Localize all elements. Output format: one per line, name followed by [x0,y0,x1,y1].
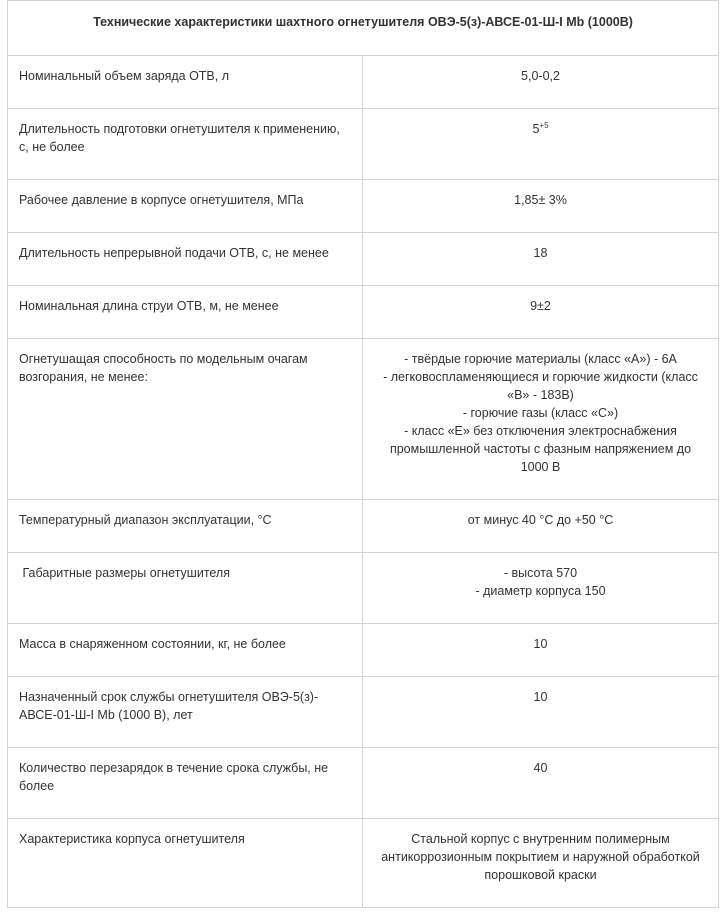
row-value-service-life: 10 [363,677,719,748]
row-value-charge-volume: 5,0-0,2 [363,56,719,109]
table-header-row [8,1,719,56]
preparation-time-value: 5 [532,122,540,136]
row-name-body-characteristics: Характеристика корпуса огнетушителя [8,819,363,908]
row-value-jet-length: 9±2 [363,286,719,339]
row-name-service-life: Назначенный срок службы огнетушителя ОВЭ-5(з)-АВСЕ-01-Ш-I Mb (1000 В), лет [8,677,363,748]
spec-table [7,0,719,908]
row-value-recharge-count: 40 [363,748,719,819]
table-title-text: Технические характеристики шахтного огнетушителя ОВЭ-5(з)-АВСЕ-01-Ш-I Mb (1000В) [93,15,633,29]
dimension-line: - высота 570 [503,566,578,580]
row-name-supply-duration: Длительность непрерывной подачи ОТВ, с, не менее [8,233,363,286]
row-value-mass: 10 [363,624,719,677]
table-row [8,56,719,109]
row-name-extinguishing-capacity: Огнетушащая способность по модельным очагам возгорания, не менее: [8,339,363,500]
table-row [8,553,719,624]
capacity-line: - легковоспламеняющиеся и горючие жидкости (класс «В» - 183В) [383,370,698,402]
row-value-supply-duration: 18 [363,233,719,286]
table-title [8,1,719,56]
table-row [8,624,719,677]
row-value-temperature-range: от минус 40 °С до +50 °С [363,500,719,553]
dimension-line: - диаметр корпуса 150 [475,584,606,598]
row-name-jet-length: Номинальная длина струи ОТВ, м, не менее [8,286,363,339]
row-value-extinguishing-capacity [363,339,719,500]
capacity-line: - класс «Е» без отключения электроснабжения промышленной частоты с фазным напряжением до 1000 В [389,424,692,474]
row-value-dimensions [363,553,719,624]
table-row [8,339,719,500]
preparation-time-superscript: +5 [539,121,549,130]
row-name-dimensions: Габаритные размеры огнетушителя [8,553,363,624]
table-row [8,819,719,908]
row-name-charge-volume: Номинальный объем заряда ОТВ, л [8,56,363,109]
row-name-preparation-time: Длительность подготовки огнетушителя к применению, с, не более [8,109,363,180]
table-row [8,500,719,553]
row-value-working-pressure: 1,85± 3% [363,180,719,233]
table-row [8,677,719,748]
row-name-mass: Масса в снаряженном состоянии, кг, не более [8,624,363,677]
table-row [8,109,719,180]
row-name-temperature-range: Температурный диапазон эксплуатации, °С [8,500,363,553]
table-row [8,233,719,286]
capacity-line: - твёрдые горючие материалы (класс «А») - 6А [404,352,677,366]
table-row [8,286,719,339]
row-value-body-characteristics: Стальной корпус с внутренним полимерным антикоррозионным покрытием и наружной обработкой порошковой краски [363,819,719,908]
row-name-recharge-count: Количество перезарядок в течение срока службы, не более [8,748,363,819]
row-value-preparation-time [363,109,719,180]
table-row [8,748,719,819]
row-name-working-pressure: Рабочее давление в корпусе огнетушителя, МПа [8,180,363,233]
capacity-line: - горючие газы (класс «С») [462,406,619,420]
table-row [8,180,719,233]
